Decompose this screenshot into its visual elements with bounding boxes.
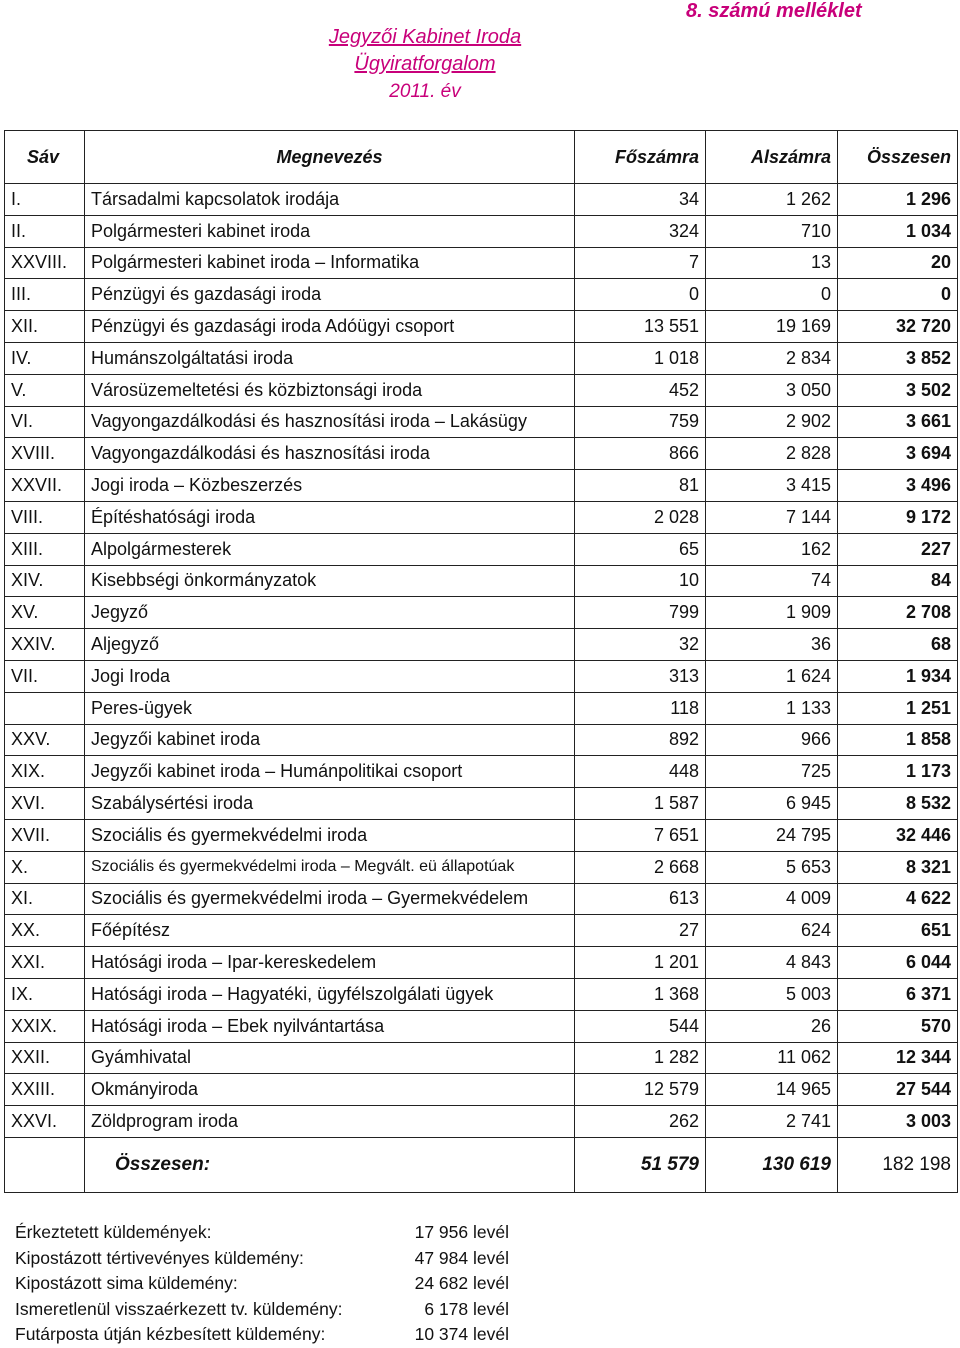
table-header-row	[5, 131, 958, 184]
row-al: 4 009	[706, 883, 838, 915]
document-header	[290, 24, 560, 105]
row-name: Jegyző	[85, 597, 575, 629]
row-ossz: 32 446	[838, 819, 958, 851]
row-name: Gyámhivatal	[85, 1042, 575, 1074]
total-label: Összesen:	[85, 1137, 575, 1192]
document-traffic-table	[4, 130, 958, 1193]
row-ossz: 6 371	[838, 978, 958, 1010]
row-name: Jegyzői kabinet iroda	[85, 724, 575, 756]
row-ossz: 4 622	[838, 883, 958, 915]
row-fo: 262	[575, 1106, 706, 1138]
stat-value: 6 178 levél	[424, 1298, 509, 1319]
row-ossz: 3 496	[838, 470, 958, 502]
row-sav: XVII.	[5, 819, 85, 851]
table-row	[5, 406, 958, 438]
row-ossz: 27 544	[838, 1074, 958, 1106]
row-sav: IX.	[5, 978, 85, 1010]
report-title: Ügyiratforgalom	[354, 53, 496, 75]
row-sav: III.	[5, 279, 85, 311]
row-sav: XII.	[5, 311, 85, 343]
row-name: Vagyongazdálkodási és hasznosítási iroda	[85, 438, 575, 470]
row-al: 19 169	[706, 311, 838, 343]
row-ossz: 84	[838, 565, 958, 597]
row-fo: 452	[575, 374, 706, 406]
row-name: Pénzügyi és gazdasági iroda Adóügyi csoport	[85, 311, 575, 343]
row-name: Szociális és gyermekvédelmi iroda – Megvált. eü állapotúak	[85, 851, 575, 883]
row-sav: V.	[5, 374, 85, 406]
column-header-ossz: Összesen	[838, 131, 958, 184]
table-row	[5, 470, 958, 502]
row-sav: XI.	[5, 883, 85, 915]
row-name: Pénzügyi és gazdasági iroda	[85, 279, 575, 311]
row-fo: 118	[575, 692, 706, 724]
total-ossz: 182 198	[838, 1137, 958, 1192]
row-ossz: 6 044	[838, 947, 958, 979]
row-ossz: 8 532	[838, 788, 958, 820]
table-row	[5, 851, 958, 883]
row-al: 5 653	[706, 851, 838, 883]
row-sav: XIII.	[5, 533, 85, 565]
row-ossz: 1 296	[838, 184, 958, 216]
table-row	[5, 883, 958, 915]
row-sav: XXVI.	[5, 1106, 85, 1138]
row-name: Főépítész	[85, 915, 575, 947]
table-row	[5, 533, 958, 565]
row-fo: 12 579	[575, 1074, 706, 1106]
row-sav: XIX.	[5, 756, 85, 788]
row-sav	[5, 692, 85, 724]
row-name: Városüzemeltetési és közbiztonsági iroda	[85, 374, 575, 406]
row-sav: XXV.	[5, 724, 85, 756]
column-header-al: Alszámra	[706, 131, 838, 184]
table-row	[5, 629, 958, 661]
table-row	[5, 819, 958, 851]
table-row	[5, 1042, 958, 1074]
row-name: Polgármesteri kabinet iroda	[85, 215, 575, 247]
row-fo: 759	[575, 406, 706, 438]
column-header-sav: Sáv	[5, 131, 85, 184]
table-total-row	[5, 1137, 958, 1192]
row-sav: XX.	[5, 915, 85, 947]
row-al: 3 050	[706, 374, 838, 406]
row-al: 5 003	[706, 978, 838, 1010]
row-sav: XXVII.	[5, 470, 85, 502]
table-row	[5, 660, 958, 692]
row-fo: 10	[575, 565, 706, 597]
row-ossz: 3 852	[838, 342, 958, 374]
report-year: 2011. év	[389, 81, 461, 102]
row-fo: 2 028	[575, 501, 706, 533]
row-al: 1 909	[706, 597, 838, 629]
table-row	[5, 597, 958, 629]
row-name: Peres-ügyek	[85, 692, 575, 724]
row-name: Építéshatósági iroda	[85, 501, 575, 533]
row-fo: 7 651	[575, 819, 706, 851]
table-row	[5, 978, 958, 1010]
row-fo: 1 368	[575, 978, 706, 1010]
row-ossz: 9 172	[838, 501, 958, 533]
row-al: 7 144	[706, 501, 838, 533]
row-sav: XVIII.	[5, 438, 85, 470]
table-row	[5, 1074, 958, 1106]
row-fo: 2 668	[575, 851, 706, 883]
stat-label: Érkeztetett küldemények:	[15, 1222, 212, 1242]
row-ossz: 3 661	[838, 406, 958, 438]
row-ossz: 3 003	[838, 1106, 958, 1138]
row-name: Társadalmi kapcsolatok irodája	[85, 184, 575, 216]
row-fo: 313	[575, 660, 706, 692]
stat-row	[15, 1297, 515, 1323]
row-fo: 1 018	[575, 342, 706, 374]
table-row	[5, 692, 958, 724]
row-sav: XVI.	[5, 788, 85, 820]
row-al: 2 828	[706, 438, 838, 470]
row-name: Szabálysértési iroda	[85, 788, 575, 820]
row-fo: 544	[575, 1010, 706, 1042]
stat-label: Kipostázott tértivevényes küldemény:	[15, 1247, 304, 1268]
row-ossz: 8 321	[838, 851, 958, 883]
table-body	[5, 184, 958, 1138]
row-fo: 65	[575, 533, 706, 565]
table-row	[5, 279, 958, 311]
row-al: 725	[706, 756, 838, 788]
row-al: 14 965	[706, 1074, 838, 1106]
row-al: 710	[706, 215, 838, 247]
row-al: 36	[706, 629, 838, 661]
row-fo: 1 587	[575, 788, 706, 820]
row-sav: XXI.	[5, 947, 85, 979]
row-al: 26	[706, 1010, 838, 1042]
row-sav: VII.	[5, 660, 85, 692]
row-fo: 1 201	[575, 947, 706, 979]
row-name: Okmányiroda	[85, 1074, 575, 1106]
row-sav: XXII.	[5, 1042, 85, 1074]
row-fo: 1 282	[575, 1042, 706, 1074]
table-row	[5, 438, 958, 470]
table-row	[5, 374, 958, 406]
table-row	[5, 501, 958, 533]
row-name: Alpolgármesterek	[85, 533, 575, 565]
stat-value: 24 682 levél	[414, 1273, 509, 1293]
row-ossz: 1 251	[838, 692, 958, 724]
row-al: 1 262	[706, 184, 838, 216]
row-ossz: 2 708	[838, 597, 958, 629]
row-al: 1 133	[706, 692, 838, 724]
row-al: 74	[706, 565, 838, 597]
table-row	[5, 1010, 958, 1042]
table-row	[5, 247, 958, 279]
total-fo: 51 579	[575, 1137, 706, 1192]
row-sav: XIV.	[5, 565, 85, 597]
row-ossz: 20	[838, 247, 958, 279]
row-ossz: 68	[838, 629, 958, 661]
row-ossz: 1 034	[838, 215, 958, 247]
table-row	[5, 756, 958, 788]
row-name: Vagyongazdálkodási és hasznosítási iroda – Lakásügy	[85, 406, 575, 438]
row-al: 2 834	[706, 342, 838, 374]
stat-value: 10 374 levél	[414, 1324, 509, 1344]
row-al: 4 843	[706, 947, 838, 979]
row-name: Aljegyző	[85, 629, 575, 661]
row-ossz: 0	[838, 279, 958, 311]
row-fo: 7	[575, 247, 706, 279]
row-sav: XXIV.	[5, 629, 85, 661]
column-header-fo: Főszámra	[575, 131, 706, 184]
row-al: 11 062	[706, 1042, 838, 1074]
row-ossz: 570	[838, 1010, 958, 1042]
office-name: Jegyzői Kabinet Iroda	[328, 26, 522, 48]
row-ossz: 3 694	[838, 438, 958, 470]
row-al: 0	[706, 279, 838, 311]
row-ossz: 1 173	[838, 756, 958, 788]
row-ossz: 3 502	[838, 374, 958, 406]
row-ossz: 651	[838, 915, 958, 947]
table-row	[5, 947, 958, 979]
row-fo: 866	[575, 438, 706, 470]
row-name: Kisebbségi önkormányzatok	[85, 565, 575, 597]
stat-row	[15, 1220, 515, 1246]
total-sav-cell	[5, 1137, 85, 1192]
row-ossz: 1 934	[838, 660, 958, 692]
stat-label: Futárposta útján kézbesített küldemény:	[15, 1324, 326, 1344]
stat-value: 47 984 levél	[414, 1247, 509, 1268]
row-al: 624	[706, 915, 838, 947]
stat-value: 17 956 levél	[414, 1222, 509, 1242]
row-sav: IV.	[5, 342, 85, 374]
row-ossz: 32 720	[838, 311, 958, 343]
table-row	[5, 915, 958, 947]
row-al: 6 945	[706, 788, 838, 820]
table-row	[5, 184, 958, 216]
table-row	[5, 788, 958, 820]
row-name: Humánszolgáltatási iroda	[85, 342, 575, 374]
row-name: Hatósági iroda – Ipar-kereskedelem	[85, 947, 575, 979]
row-name: Jegyzői kabinet iroda – Humánpolitikai csoport	[85, 756, 575, 788]
row-fo: 32	[575, 629, 706, 661]
stat-row	[15, 1246, 515, 1272]
total-al: 130 619	[706, 1137, 838, 1192]
row-name: Hatósági iroda – Ebek nyilvántartása	[85, 1010, 575, 1042]
annex-label: 8. számú melléklet	[686, 0, 862, 22]
table-row	[5, 724, 958, 756]
row-al: 3 415	[706, 470, 838, 502]
row-fo: 892	[575, 724, 706, 756]
row-al: 2 902	[706, 406, 838, 438]
row-al: 1 624	[706, 660, 838, 692]
stat-row	[15, 1322, 515, 1348]
stat-row	[15, 1271, 515, 1297]
row-name: Jogi Iroda	[85, 660, 575, 692]
row-sav: I.	[5, 184, 85, 216]
column-header-name: Megnevezés	[85, 131, 575, 184]
row-sav: II.	[5, 215, 85, 247]
stat-label: Ismeretlenül visszaérkezett tv. küldemény:	[15, 1298, 343, 1319]
row-sav: VI.	[5, 406, 85, 438]
row-sav: XXIII.	[5, 1074, 85, 1106]
row-fo: 0	[575, 279, 706, 311]
table-row	[5, 565, 958, 597]
row-ossz: 1 858	[838, 724, 958, 756]
row-sav: XXVIII.	[5, 247, 85, 279]
row-name: Jogi iroda – Közbeszerzés	[85, 470, 575, 502]
table-row	[5, 311, 958, 343]
row-al: 966	[706, 724, 838, 756]
row-al: 162	[706, 533, 838, 565]
row-ossz: 12 344	[838, 1042, 958, 1074]
table-row	[5, 215, 958, 247]
row-fo: 799	[575, 597, 706, 629]
row-sav: X.	[5, 851, 85, 883]
row-fo: 324	[575, 215, 706, 247]
row-fo: 448	[575, 756, 706, 788]
row-fo: 613	[575, 883, 706, 915]
row-sav: XXIX.	[5, 1010, 85, 1042]
row-fo: 27	[575, 915, 706, 947]
row-name: Zöldprogram iroda	[85, 1106, 575, 1138]
row-fo: 13 551	[575, 311, 706, 343]
table-row	[5, 342, 958, 374]
row-fo: 81	[575, 470, 706, 502]
row-ossz: 227	[838, 533, 958, 565]
row-name: Hatósági iroda – Hagyatéki, ügyfélszolgálati ügyek	[85, 978, 575, 1010]
row-name: Szociális és gyermekvédelmi iroda – Gyermekvédelem	[85, 883, 575, 915]
table-row	[5, 1106, 958, 1138]
row-al: 2 741	[706, 1106, 838, 1138]
row-al: 13	[706, 247, 838, 279]
row-al: 24 795	[706, 819, 838, 851]
row-fo: 34	[575, 184, 706, 216]
mail-statistics	[15, 1220, 515, 1348]
row-sav: VIII.	[5, 501, 85, 533]
row-sav: XV.	[5, 597, 85, 629]
row-name: Szociális és gyermekvédelmi iroda	[85, 819, 575, 851]
row-name: Polgármesteri kabinet iroda – Informatika	[85, 247, 575, 279]
stat-label: Kipostázott sima küldemény:	[15, 1273, 238, 1293]
